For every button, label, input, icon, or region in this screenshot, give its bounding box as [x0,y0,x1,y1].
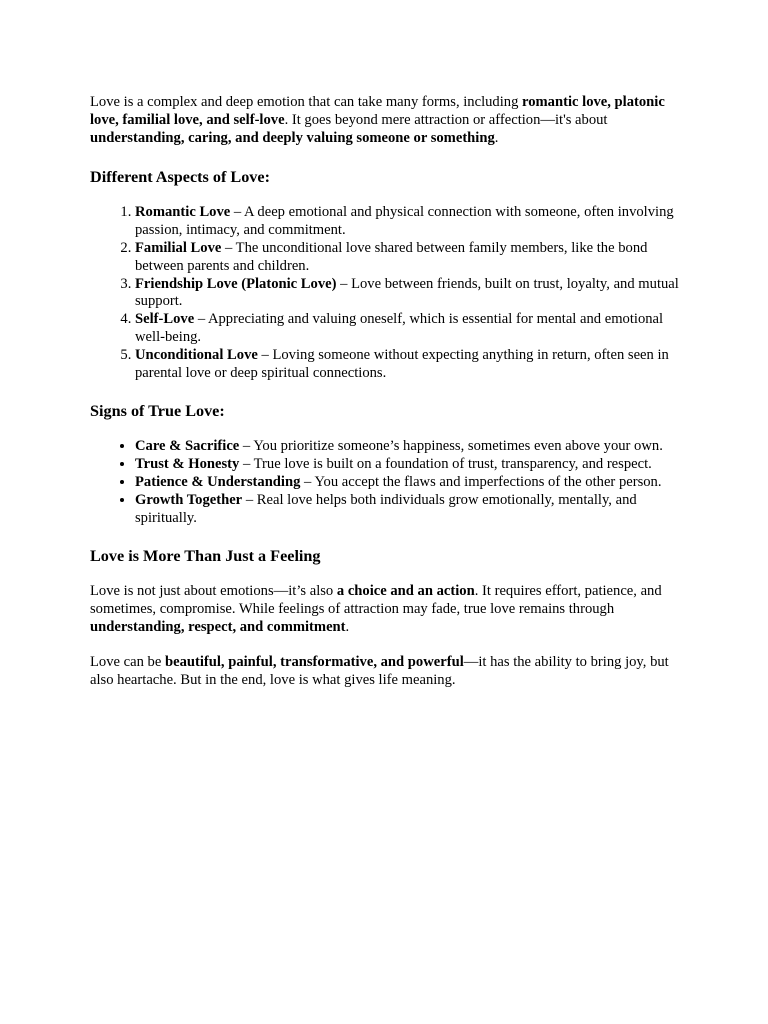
document-page [90,94,680,689]
sign-desc: – You accept the flaws and imperfections of the other person. [300,473,662,490]
aspect-term: Familial Love [135,239,222,256]
aspect-term: Romantic Love [135,204,231,221]
aspects-list [90,204,680,382]
sign-term: Growth Together [135,491,243,508]
aspects-list-item [135,347,680,383]
feeling-p2-text-1: Love can be [90,653,165,670]
sign-desc: – Real love helps both individuals grow emotionally, mentally, and spiritually. [135,491,637,526]
feeling-heading: Love is More Than Just a Feeling [90,547,321,566]
intro-bold-1: romantic love, platonic love, familial love, and self-love [90,94,665,128]
aspects-list-item [135,240,680,276]
intro-text-2: . It goes beyond mere attraction or affection—it's about [284,111,608,128]
feeling-p1-text-2: . It requires effort, patience, and sometimes, compromise. While feelings of attraction may fade, true love remains through [90,583,662,618]
feeling-p2-bold-1: beautiful, painful, transformative, and powerful [164,653,464,670]
aspect-desc: – Love between friends, built on trust, loyalty, and mutual support. [135,275,679,310]
feeling-p1-bold-1: a choice and an action [336,583,475,600]
intro-bold-2: understanding, caring, and deeply valuing someone or something [90,129,495,146]
feeling-p1-bold-2: understanding, respect, and commitment [90,618,346,635]
aspects-list-item [135,204,680,240]
sign-term: Trust & Honesty [135,456,240,473]
sign-desc: – You prioritize someone’s happiness, sometimes even above your own. [239,438,663,455]
signs-list-item [135,456,680,474]
aspect-desc: – Appreciating and valuing oneself, which is essential for mental and emotional well-being. [135,311,664,345]
aspect-term: Self-Love [135,311,195,328]
aspect-desc: – Loving someone without expecting anything in return, often seen in parental love or deep spiritual connections. [135,346,669,381]
intro-text-1: Love is a complex and deep emotion that can take many forms, including [90,94,523,110]
aspects-list-item [135,276,680,312]
signs-list-item [135,438,680,456]
feeling-paragraph-1 [90,583,680,636]
aspect-term: Unconditional Love [135,346,258,363]
intro-text-3: . [494,129,499,146]
aspects-list-item [135,311,680,347]
aspect-desc: – A deep emotional and physical connection with someone, often involving passion, intimacy, and commitment. [135,204,674,239]
aspect-desc: – The unconditional love shared between family members, like the bond between parents and children. [135,239,648,274]
feeling-p1-text-3: . [345,618,350,635]
intro-paragraph [90,94,680,147]
signs-list-item [135,492,680,528]
signs-heading: Signs of True Love: [90,402,225,421]
sign-desc: – True love is built on a foundation of trust, transparency, and respect. [239,456,652,473]
feeling-p2-text-2: —it has the ability to bring joy, but also heartache. But in the end, love is what gives life meaning. [90,653,669,688]
signs-list [90,438,680,527]
aspects-heading: Different Aspects of Love: [90,168,270,187]
sign-term: Patience & Understanding [135,473,301,490]
aspect-term: Friendship Love (Platonic Love) [135,275,337,292]
feeling-paragraph-2 [90,654,680,690]
feeling-p1-text-1: Love is not just about emotions—it’s also [90,583,337,600]
signs-list-item [135,474,680,492]
sign-term: Care & Sacrifice [135,438,240,455]
